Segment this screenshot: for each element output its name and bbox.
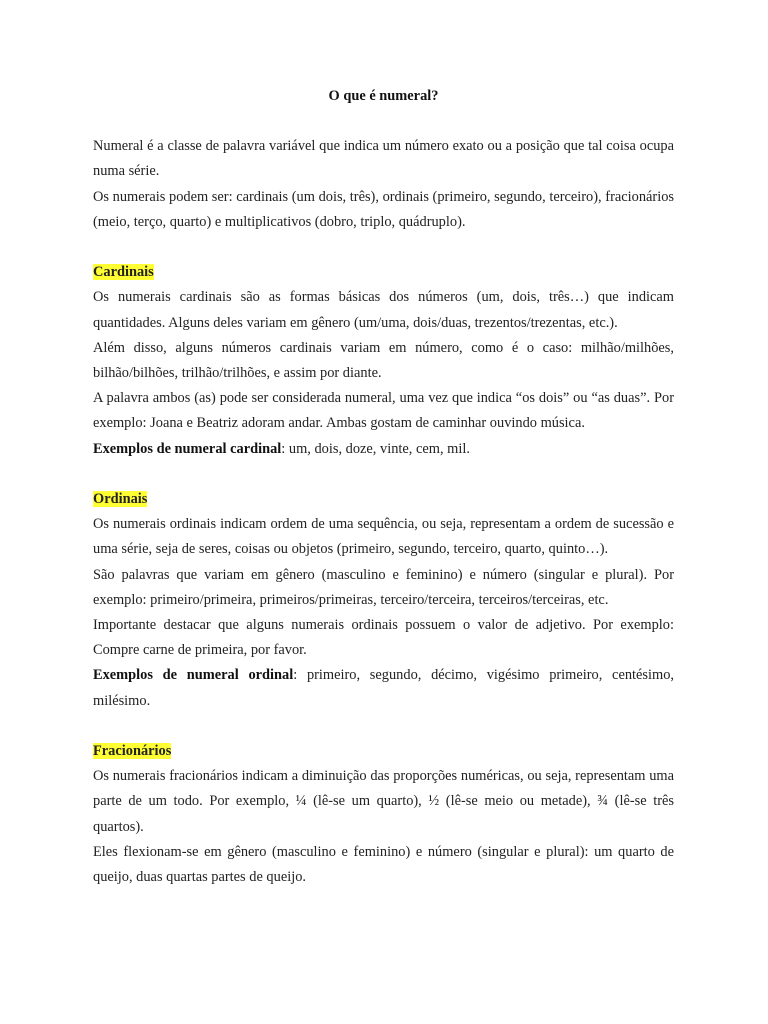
cardinais-examples [93, 437, 674, 462]
ordinais-examples [93, 663, 674, 713]
cardinais-examples-label: Exemplos de numeral cardinal [93, 440, 282, 457]
spacer [93, 462, 674, 487]
spacer [93, 235, 674, 260]
section-heading-cardinais [93, 260, 674, 285]
section-heading-ordinais [93, 487, 674, 512]
highlighted-heading-text: Ordinais [93, 491, 148, 508]
ordinais-paragraph-1: Os numerais ordinais indicam ordem de uma sequência, ou seja, representam a ordem de sucessão e uma série, seja de seres, coisas ou objetos (primeiro, segundo, terceiro, quarto, quinto…). [93, 516, 674, 558]
fracionarios-paragraph-1: Os numerais fracionários indicam a diminuição das proporções numéricas, ou seja, representam uma parte de um todo. Por exemplo, ¼ (lê-se um quarto), ½ (lê-se meio ou metade), ¾ (lê-se três quartos). [93, 768, 674, 835]
section-heading-fracionarios [93, 739, 674, 764]
cardinais-paragraph-3: A palavra ambos (as) pode ser considerada numeral, uma vez que indica “os dois” ou “as duas”. Por exemplo: Joana e Beatriz adoram andar. Ambas gostam de caminhar ouvindo música. [93, 390, 674, 432]
ordinais-examples-label: Exemplos de numeral ordinal [93, 667, 294, 684]
document-title: O que é numeral? [328, 88, 439, 104]
ordinais-examples-text: : primeiro, segundo, décimo, vigésimo primeiro, centésimo, milésimo. [93, 667, 674, 709]
ordinais-paragraph-2: São palavras que variam em gênero (masculino e feminino) e número (singular e plural). Por exemplo: primeiro/primeira, primeiros/primeiras, terceiro/terceira, terceiros/terceiras, etc. [93, 566, 674, 608]
cardinais-paragraph-1: Os numerais cardinais são as formas básicas dos números (um, dois, três…) que indicam quantidades. Alguns deles variam em gênero (um/uma, dois/duas, trezentos/trezentas, etc.). [93, 289, 674, 331]
intro-paragraph-2: Os numerais podem ser: cardinais (um dois, três), ordinais (primeiro, segundo, terceiro), fracionários (meio, terço, quarto) e multiplicativos (dobro, triplo, quádruplo). [93, 188, 674, 230]
ordinais-paragraph-3: Importante destacar que alguns numerais ordinais possuem o valor de adjetivo. Por exemplo: Compre carne de primeira, por favor. [93, 617, 674, 659]
intro-paragraph-1: Numeral é a classe de palavra variável que indica um número exato ou a posição que tal coisa ocupa numa série. [93, 138, 674, 180]
spacer [93, 714, 674, 739]
highlighted-heading-text: Cardinais [93, 264, 154, 281]
fracionarios-paragraph-2: Eles flexionam-se em gênero (masculino e feminino) e número (singular e plural): um quarto de queijo, duas quartas partes de queijo. [93, 843, 674, 886]
highlighted-heading-text: Fracionários [93, 743, 172, 760]
document-page [93, 84, 674, 890]
cardinais-paragraph-2: Além disso, alguns números cardinais variam em número, como é o caso: milhão/milhões, bilhão/bilhões, trilhão/trilhões, e assim por diante. [93, 339, 674, 382]
cardinais-examples-text: : um, dois, doze, vinte, cem, mil. [281, 440, 470, 457]
